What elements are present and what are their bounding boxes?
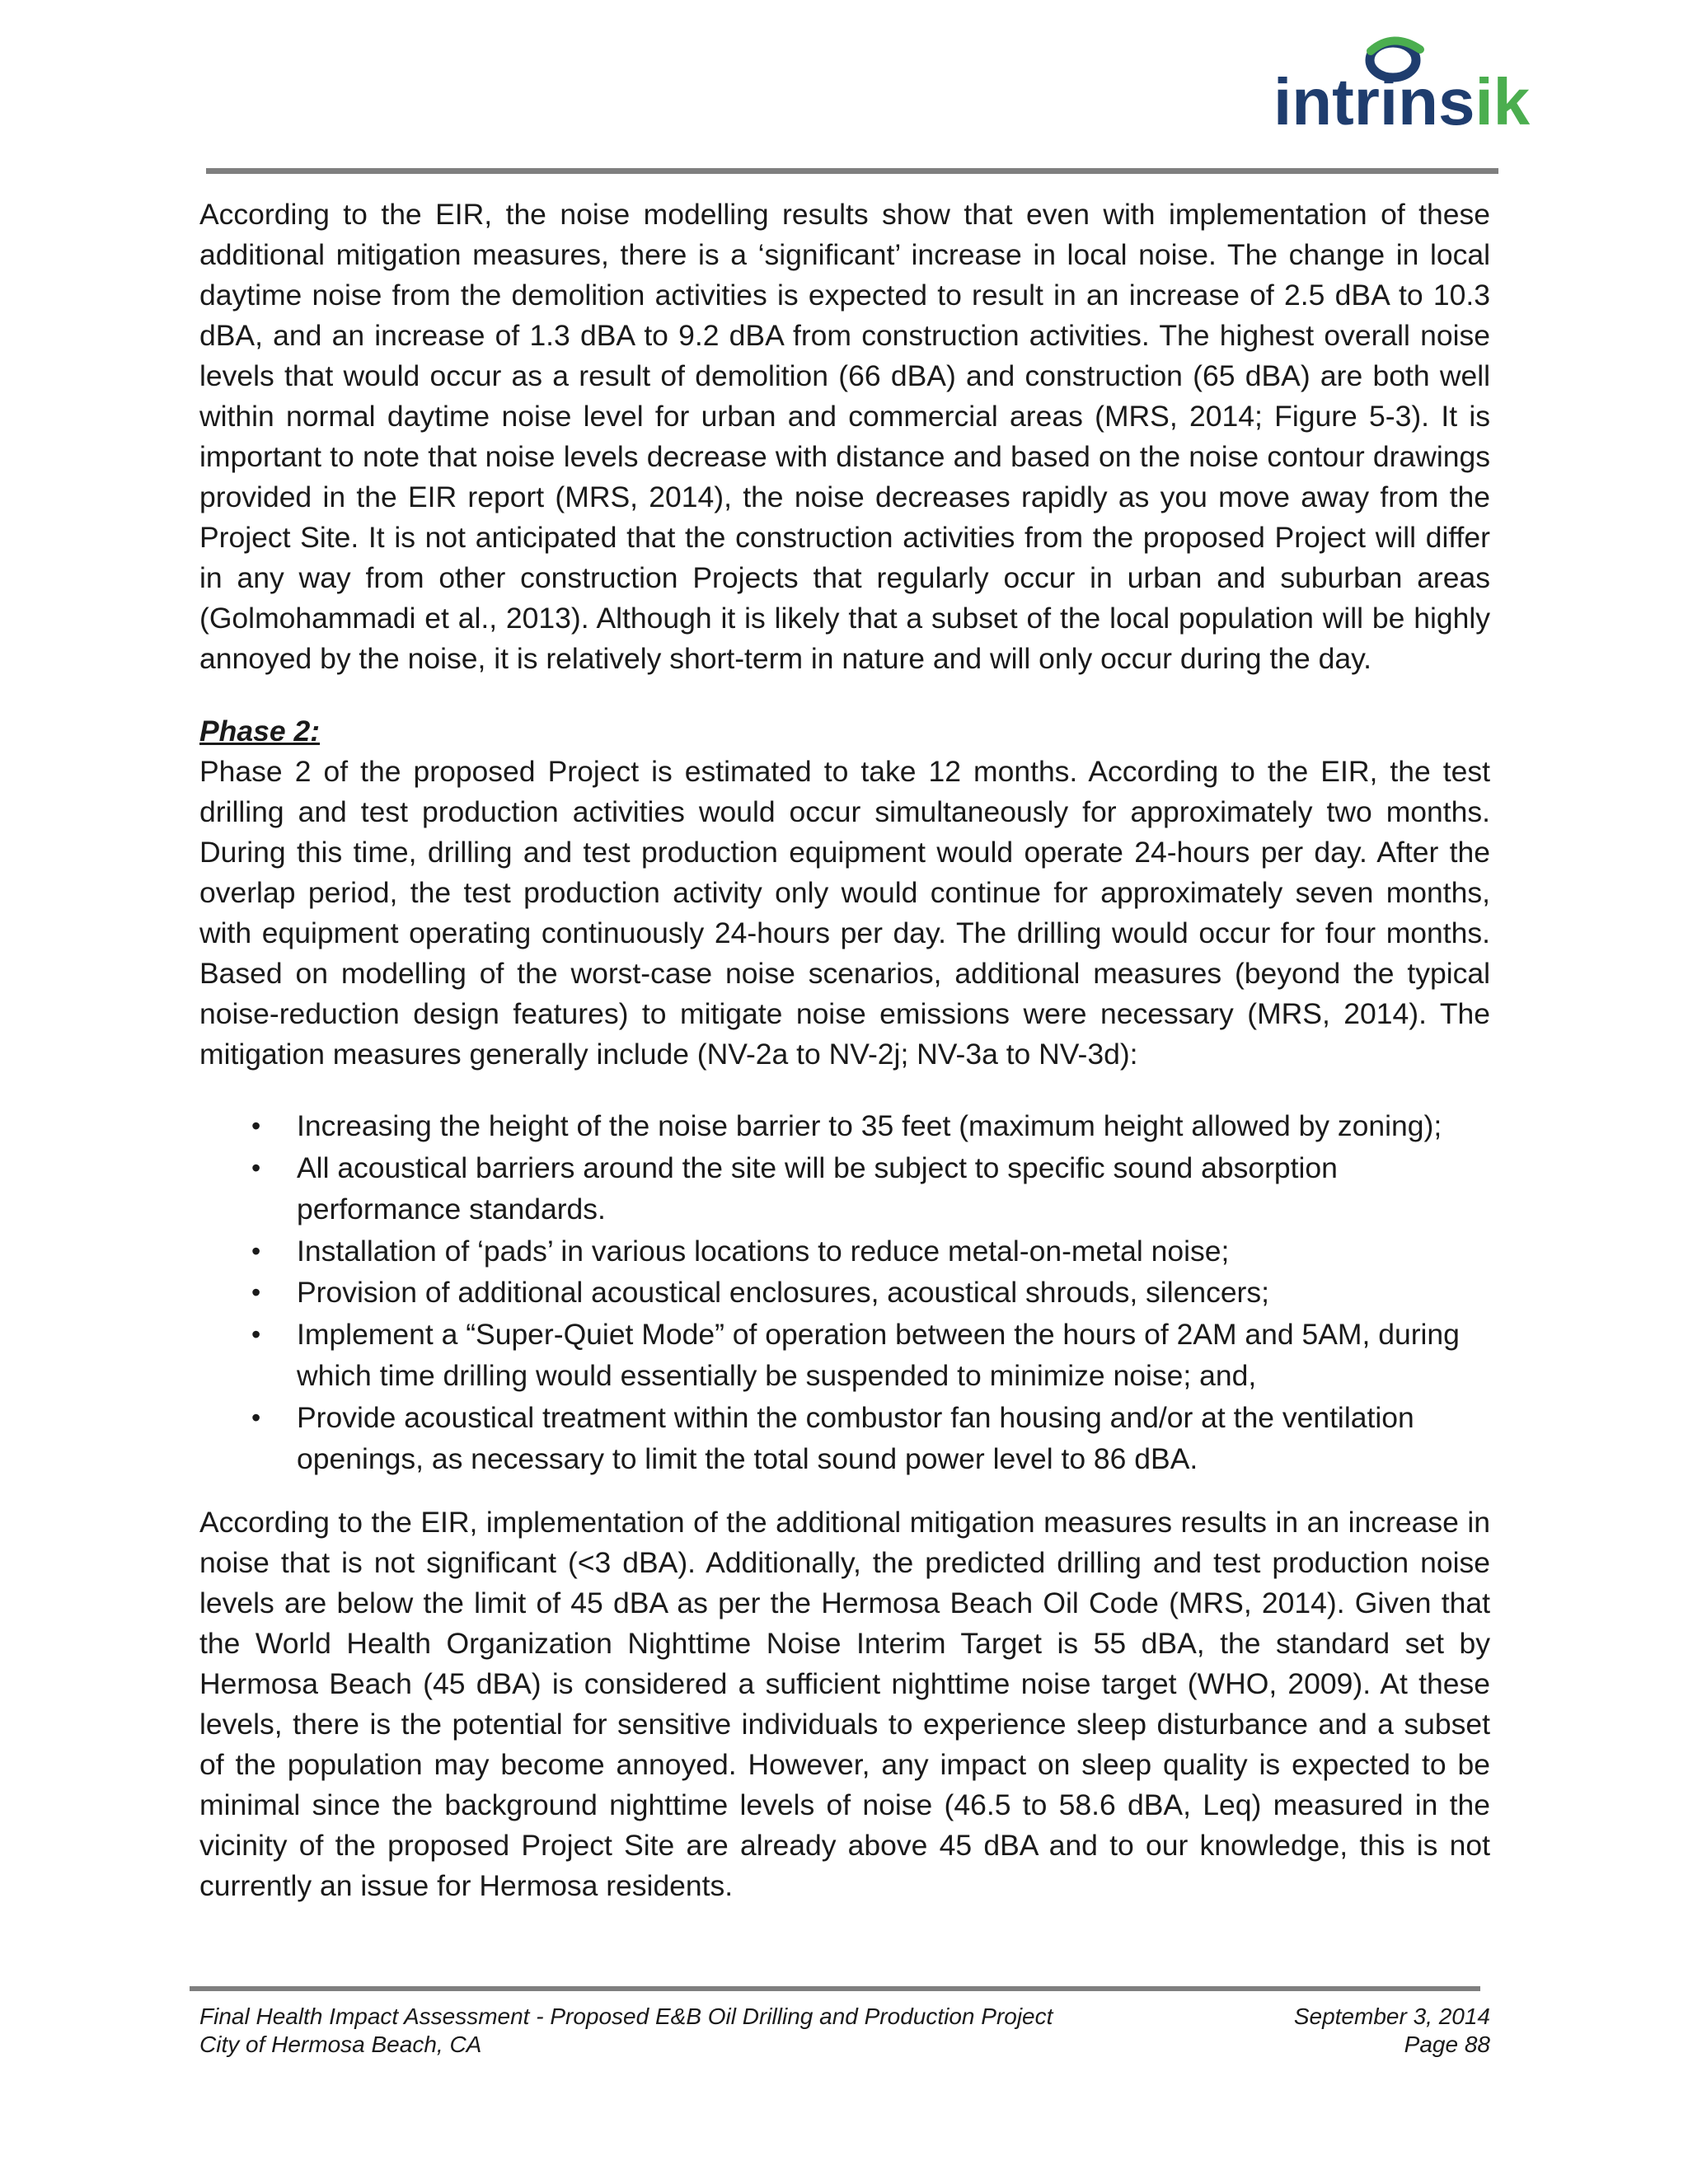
footer-title: Final Health Impact Assessment - Proposed E&B Oil Drilling and Production Project [199, 2004, 1053, 2029]
logo-text-accent: ik [1475, 65, 1531, 138]
bullet-icon: • [251, 1111, 261, 1141]
logo-wordmark [1273, 65, 1531, 138]
bullet-icon: • [251, 1402, 261, 1432]
list-item [199, 1147, 1490, 1230]
list-item [199, 1272, 1490, 1314]
logo-text-main: intrins [1273, 65, 1475, 138]
bullet-icon: • [251, 1152, 261, 1183]
list-item [199, 1397, 1490, 1480]
page-footer [199, 2003, 1490, 2059]
list-item-text: Increasing the height of the noise barrier to 35 feet (maximum height allowed by zoning); [297, 1109, 1442, 1142]
list-item [199, 1314, 1490, 1397]
paragraph-1: According to the EIR, the noise modelling results show that even with implementation of these additional mitigation measures, there is a ‘significant’ increase in local noise. The change in local daytime noise from the demolition activities is expected to result in an increase of 2.5 dBA to 10.3 dBA, and an increase of 1.3 dBA to 9.2 dBA from construction activities. The highest overall noise levels that would occur as a result of demolition (66 dBA) and construction (65 dBA) are both well within normal daytime noise level for urban and commercial areas (MRS, 2014; Figure 5-3). It is important to note that noise levels decrease with distance and based on the noise contour drawings provided in the EIR report (MRS, 2014), the noise decreases rapidly as you move away from the Project Site. It is not anticipated that the construction activities from the proposed Project will differ in any way from other construction Projects that regularly occur in urban and suburban areas (Golmohammadi et al., 2013). Although it is likely that a subset of the local population will be highly annoyed by the noise, it is relatively short-term in nature and will only occur during the day. [199, 198, 1490, 675]
list-item [199, 1230, 1490, 1272]
footer-city: City of Hermosa Beach, CA [199, 2032, 482, 2057]
list-item-text: Installation of ‘pads’ in various locations to reduce metal-on-metal noise; [297, 1234, 1230, 1268]
bullet-icon: • [251, 1235, 261, 1266]
bullet-icon: • [251, 1319, 261, 1349]
footer-page-number: Page 88 [1404, 2032, 1490, 2057]
list-item-text: Implement a “Super-Quiet Mode” of operation between the hours of 2AM and 5AM, during which time drilling would essentially be suspended to minimize noise; and, [297, 1317, 1460, 1392]
mitigation-list [199, 1105, 1490, 1480]
footer-date: September 3, 2014 [1293, 2004, 1490, 2029]
phase-2-heading: Phase 2: [199, 715, 321, 748]
bullet-icon: • [251, 1277, 261, 1307]
paragraph-3: According to the EIR, implementation of the additional mitigation measures results in an increase in noise that is not significant (<3 dBA). Additionally, the predicted drilling and test production noise levels are below the limit of 45 dBA as per the Hermosa Beach Oil Code (MRS, 2014). Given that the World Health Organization Nighttime Noise Interim Target is 55 dBA, the standard set by Hermosa Beach (45 dBA) is considered a sufficient nighttime noise target (WHO, 2009). At these levels, there is the potential for sensitive individuals to experience sleep disturbance and a subset of the population may become annoyed. However, any impact on sleep quality is expected to be minimal since the background nighttime levels of noise (46.5 to 58.6 dBA, Leq) measured in the vicinity of the proposed Project Site are already above 45 dBA and to our knowledge, this is not currently an issue for Hermosa residents. [199, 1505, 1490, 1902]
list-item-text: All acoustical barriers around the site will be subject to specific sound absorption performance standards. [297, 1151, 1338, 1226]
header-rule [206, 168, 1498, 174]
paragraph-2: Phase 2 of the proposed Project is estimated to take 12 months. According to the EIR, the test drilling and test production activities would occur simultaneously for approximately two months. During this time, drilling and test production equipment would operate 24-hours per day. After the overlap period, the test production activity only would continue for approximately seven months, with equipment operating continuously 24-hours per day. The drilling would occur for four months. Based on modelling of the worst-case noise scenarios, additional measures (beyond the typical noise-reduction design features) to mitigate noise emissions were necessary (MRS, 2014). The mitigation measures generally include (NV-2a to NV-2j; NV-3a to NV-3d): [199, 755, 1490, 1071]
list-item [199, 1105, 1490, 1147]
list-item-text: Provision of additional acoustical enclosures, acoustical shrouds, silencers; [297, 1276, 1269, 1309]
intrinsik-logo [1273, 33, 1531, 148]
footer-rule [190, 1986, 1480, 1991]
page-body [199, 194, 1490, 1906]
list-item-text: Provide acoustical treatment within the combustor fan housing and/or at the ventilation openings, as necessary to limit the total sound power level to 86 dBA. [297, 1400, 1414, 1475]
